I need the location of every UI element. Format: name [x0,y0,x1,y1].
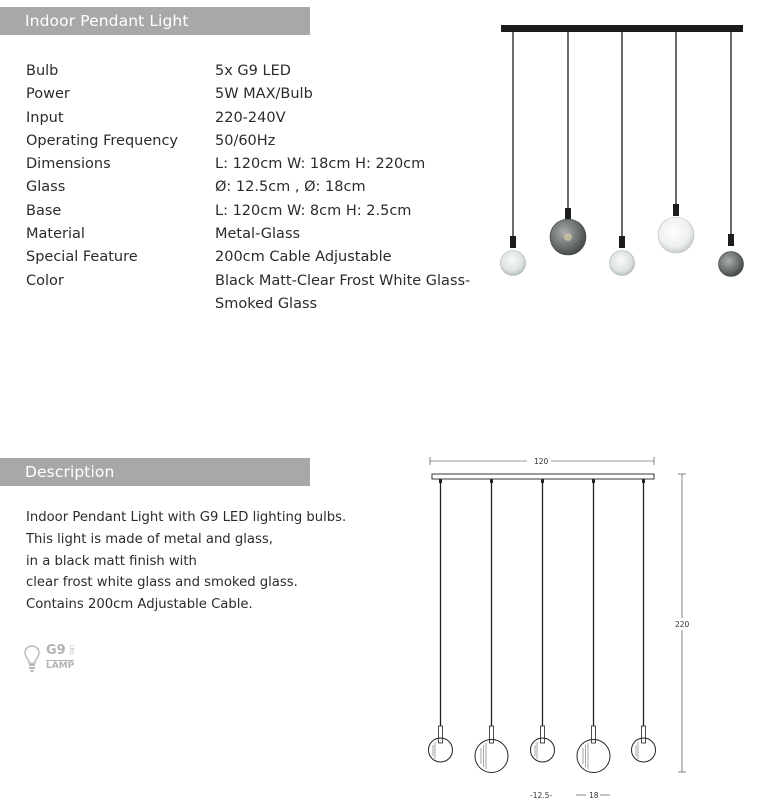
g9-label: G9 [46,643,66,658]
description-section-header: Description [0,458,310,486]
clear-glass-globe [501,251,526,276]
spec-label: Glass [26,179,66,196]
description-line: Contains 200cm Adjustable Cable. [26,597,253,613]
spec-label: Power [26,86,70,103]
spec-value: Metal-Glass [215,226,301,243]
description-line: in a black matt finish with [26,553,197,569]
height-label: 220 [675,620,690,629]
g9-led-lamp-logo [22,643,82,675]
product-photo [494,18,752,288]
spec-label: Input [26,109,64,126]
spec-label: Color [26,272,64,289]
led-label: LED [68,645,74,655]
technical-drawing [420,450,720,805]
spec-label: Dimensions [26,156,111,173]
spec-value: Ø: 12.5cm , Ø: 18cm [215,179,366,196]
spec-label: Base [26,202,62,219]
spec-value: L: 120cm W: 18cm H: 220cm [215,156,426,173]
spec-value: 200cm Cable Adjustable [215,249,392,266]
description-line: Indoor Pendant Light with G9 LED lighting bulbs. [26,510,347,525]
description-text [26,507,346,616]
small-globe [429,738,453,762]
specs-section-header: Indoor Pendant Light [0,7,310,35]
small-globe [632,738,656,762]
large-globe [475,740,508,773]
spec-label: Material [26,226,85,243]
lamp-label: LAMP [46,661,75,671]
width-label: 120 [534,457,549,466]
ceiling-base [501,25,743,32]
small-globe-label: -12.5- [530,791,553,800]
smoked-glass-globe [719,252,744,277]
frost-white-glass-globe [658,217,694,253]
clear-glass-globe [610,251,635,276]
spec-value: 5W MAX/Bulb [215,86,313,103]
bulb-icon [24,645,40,673]
spec-value: Black Matt-Clear Frost White Glass-Smoked Glass [215,272,471,312]
large-globe [577,740,610,773]
spec-value: 220-240V [215,109,286,126]
spec-label: Operating Frequency [26,132,179,149]
large-globe-label: 18 [589,791,599,800]
spec-value: L: 120cm W: 8cm H: 2.5cm [215,202,412,219]
description-line: This light is made of metal and glass, [26,531,273,547]
description-line: clear frost white glass and smoked glass. [26,575,298,591]
spec-value: 5x G9 LED [215,63,291,79]
spec-label: Bulb [26,63,59,79]
spec-label: Special Feature [26,249,138,266]
spec-value: 50/60Hz [215,132,276,149]
small-globe [531,738,555,762]
ceiling-canopy [432,474,654,479]
